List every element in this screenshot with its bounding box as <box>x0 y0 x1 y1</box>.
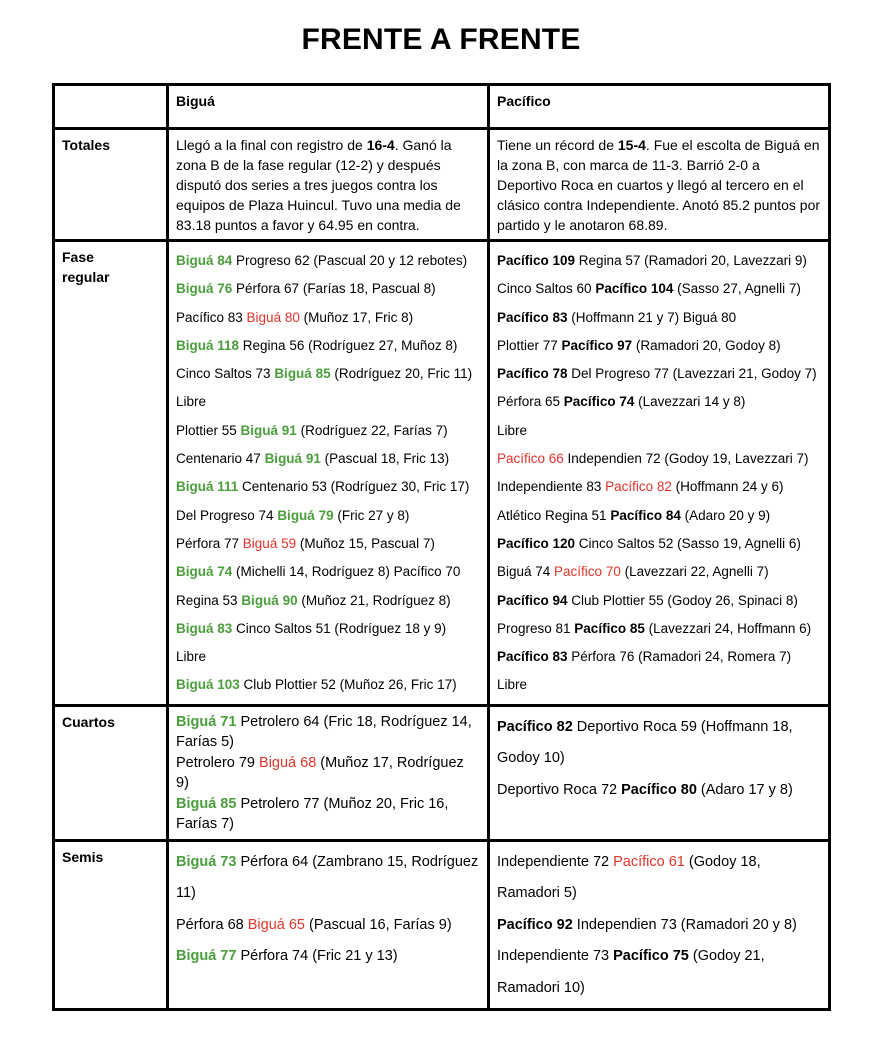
score-highlight: Biguá 85 <box>274 366 331 382</box>
result-text: Independiente 83 <box>497 479 606 495</box>
result-text: Libre <box>497 677 528 693</box>
result-text: (Adaro 17 y 8) <box>696 781 793 798</box>
result-text: Independien 72 (Godoy 19, Lavezzari 7) <box>563 451 809 467</box>
game-result <box>497 445 821 473</box>
game-result <box>497 941 821 1004</box>
result-text: Club Plottier 55 (Godoy 26, Spinaci 8) <box>567 592 798 608</box>
score-highlight: Pacífico 75 <box>613 948 689 965</box>
game-result <box>497 671 821 699</box>
score-highlight: Biguá 91 <box>264 451 321 467</box>
result-text: Petrolero 64 (Fric 18, Rodríguez 14, Farías 5) <box>176 713 472 751</box>
score-highlight: Biguá 59 <box>242 535 297 551</box>
result-text: (Muñoz 21, Rodríguez 8) <box>297 592 451 608</box>
totales-pacifico <box>489 129 830 241</box>
score-highlight: Pacífico 83 <box>497 649 568 665</box>
score-highlight: 15-4 <box>617 137 646 153</box>
result-text: Pérfora 76 (Ramadori 24, Romera 7) <box>567 649 792 665</box>
game-result <box>176 360 480 388</box>
result-text: Centenario 47 <box>176 451 265 467</box>
game-result <box>176 388 480 416</box>
score-highlight: Biguá 91 <box>240 422 297 438</box>
result-text: (Ramadori 20, Godoy 8) <box>632 337 781 353</box>
result-text: Pérfora 65 <box>497 394 564 410</box>
semis-bigua-list <box>168 840 489 1010</box>
game-result <box>176 247 480 275</box>
result-text: Independiente 73 <box>497 948 614 965</box>
score-highlight: Biguá 83 <box>176 620 233 636</box>
totales-row <box>54 129 830 241</box>
result-text: Atlético Regina 51 <box>497 507 611 523</box>
result-text: Plottier 55 <box>176 422 241 438</box>
result-text: (Rodríguez 22, Farías 7) <box>296 422 448 438</box>
result-text: (Hoffmann 24 y 6) <box>671 479 784 495</box>
game-result <box>497 502 821 530</box>
result-text: (Muñoz 15, Pascual 7) <box>296 535 435 551</box>
result-text: (Pascual 18, Fric 13) <box>320 451 450 467</box>
game-result <box>176 671 480 699</box>
cuartos-bigua-list <box>168 705 489 840</box>
result-text: Pérfora 77 <box>176 535 243 551</box>
score-highlight: Pacífico 82 <box>605 479 672 495</box>
semis-pacifico-list <box>489 840 830 1010</box>
score-highlight: Biguá 71 <box>176 713 237 730</box>
game-result <box>497 360 821 388</box>
game-result <box>176 712 480 753</box>
game-result <box>497 417 821 445</box>
game-result <box>176 847 480 910</box>
result-text: (Lavezzari 22, Agnelli 7) <box>620 564 769 580</box>
game-result <box>497 304 821 332</box>
game-result <box>497 775 821 807</box>
result-text: (Godoy 21, Ramadori 10) <box>497 948 765 996</box>
result-text: Cinco Saltos 52 (Sasso 19, Agnelli 6) <box>575 535 801 551</box>
score-highlight: Pacífico 80 <box>621 781 697 798</box>
result-text: . Fue el escolta de Biguá en la zona B, con marca de 11-3. Barrió 2-0 a Deportivo Roca en cuartos y llegó al tercero en el clásico contra Independiente. Anotó 85.2 puntos por partido y le anotaron 68.89. <box>497 137 821 233</box>
result-text: Plottier 77 <box>497 337 562 353</box>
game-result <box>176 502 480 530</box>
result-text: Tiene un récord de <box>497 137 618 153</box>
result-text: Regina 53 <box>176 592 242 608</box>
comparison-table <box>52 83 831 1011</box>
score-highlight: Pacífico 82 <box>497 718 573 735</box>
game-result <box>497 558 821 586</box>
game-result <box>176 587 480 615</box>
score-highlight: Pacífico 104 <box>595 281 674 297</box>
row-label-regular-line2: regular <box>62 269 110 285</box>
regular-bigua-list <box>168 241 489 706</box>
score-highlight: Pacífico 83 <box>497 309 568 325</box>
row-label-cuartos: Cuartos <box>54 705 168 840</box>
game-result <box>497 247 821 275</box>
score-highlight: Pacífico 70 <box>554 564 621 580</box>
result-text: (Lavezzari 14 y 8) <box>634 394 746 410</box>
result-text: Pérfora 68 <box>176 916 248 933</box>
result-text: Biguá 74 <box>497 564 555 580</box>
result-text: (Hoffmann 21 y 7) Biguá 80 <box>567 309 737 325</box>
result-text: (Godoy 18, Ramadori 5) <box>497 853 761 902</box>
result-text: Libre <box>176 649 207 665</box>
score-highlight: Pacífico 66 <box>497 451 564 467</box>
score-highlight: Biguá 76 <box>176 281 233 297</box>
row-label-regular-line1: Fase <box>62 249 94 265</box>
score-highlight: Biguá 79 <box>277 507 334 523</box>
result-text: Del Progreso 77 (Lavezzari 21, Godoy 7) <box>567 366 817 382</box>
game-result <box>176 445 480 473</box>
game-result <box>497 530 821 558</box>
score-highlight: 16-4 <box>366 137 395 153</box>
score-highlight: Pacífico 61 <box>613 853 685 870</box>
result-text: (Rodríguez 20, Fric 11) <box>330 366 473 382</box>
game-result <box>497 473 821 501</box>
score-highlight: Pacífico 78 <box>497 366 568 382</box>
row-label-regular <box>54 241 168 706</box>
score-highlight: Biguá 65 <box>247 916 305 933</box>
game-result <box>176 941 480 973</box>
result-text: Cinco Saltos 73 <box>176 366 275 382</box>
score-highlight: Biguá 68 <box>259 754 317 771</box>
score-highlight: Pacífico 74 <box>563 394 635 410</box>
score-highlight: Biguá 73 <box>176 853 237 870</box>
game-result <box>176 615 480 643</box>
page-title: FRENTE A FRENTE <box>301 23 581 56</box>
team2-header: Pacífico <box>489 85 830 129</box>
score-highlight: Biguá 77 <box>176 948 237 965</box>
game-result <box>497 910 821 942</box>
score-highlight: Pacífico 85 <box>574 620 645 636</box>
game-result <box>497 332 821 360</box>
score-highlight: Pacífico 97 <box>561 337 633 353</box>
result-text: Centenario 53 (Rodríguez 30, Fric 17) <box>238 479 470 495</box>
result-text: Independiente 72 <box>497 853 614 870</box>
game-result <box>176 473 480 501</box>
result-text: Regina 56 (Rodríguez 27, Muñoz 8) <box>239 337 458 353</box>
score-highlight: Biguá 111 <box>176 479 239 495</box>
game-result <box>176 910 480 942</box>
game-result <box>497 587 821 615</box>
result-text: Del Progreso 74 <box>176 507 278 523</box>
score-highlight: Pacífico 109 <box>497 253 576 268</box>
result-text: Progreso 62 (Pascual 20 y 12 rebotes) <box>232 253 468 268</box>
game-result <box>176 530 480 558</box>
game-result <box>497 275 821 303</box>
result-text: Pérfora 74 (Fric 21 y 13) <box>236 948 398 965</box>
result-text: Deportivo Roca 59 (Hoffmann 18, Godoy 10) <box>497 718 793 767</box>
result-text: Regina 57 (Ramadori 20, Lavezzari 9) <box>575 253 807 268</box>
result-text: Independien 73 (Ramadori 20 y 8) <box>572 916 797 933</box>
result-text: Cinco Saltos 51 (Rodríguez 18 y 9) <box>232 620 447 636</box>
result-text: (Adaro 20 y 9) <box>680 507 771 523</box>
result-text: Club Plottier 52 (Muñoz 26, Fric 17) <box>239 677 457 693</box>
team1-header: Biguá <box>168 85 489 129</box>
semis-row <box>54 840 830 1010</box>
result-text: Pacífico 83 <box>176 309 247 325</box>
result-text: Progreso 81 <box>497 620 575 636</box>
result-text: (Pascual 16, Farías 9) <box>305 916 452 933</box>
totales-bigua <box>168 129 489 241</box>
result-text: (Sasso 27, Agnelli 7) <box>673 281 801 297</box>
result-text: Cinco Saltos 60 <box>497 281 596 297</box>
game-result <box>176 275 480 303</box>
regular-pacifico-list <box>489 241 830 706</box>
cuartos-row <box>54 705 830 840</box>
result-text: (Muñoz 17, Rodríguez 9) <box>176 754 464 792</box>
game-result <box>497 388 821 416</box>
game-result <box>497 643 821 671</box>
row-label-semis: Semis <box>54 840 168 1010</box>
score-highlight: Biguá 85 <box>176 795 237 812</box>
regular-row <box>54 241 830 706</box>
result-text: Deportivo Roca 72 <box>497 781 622 798</box>
header-row <box>54 85 830 129</box>
row-label-totales: Totales <box>54 129 168 241</box>
result-text: Pérfora 67 (Farías 18, Pascual 8) <box>232 281 436 297</box>
game-result <box>176 753 480 794</box>
score-highlight: Pacífico 120 <box>497 535 576 551</box>
result-text: Llegó a la final con registro de <box>176 137 367 153</box>
game-result <box>497 712 821 775</box>
game-result <box>176 558 480 586</box>
score-highlight: Biguá 74 <box>176 564 233 580</box>
score-highlight: Biguá 90 <box>241 592 298 608</box>
score-highlight: Biguá 80 <box>246 309 300 325</box>
score-highlight: Pacífico 94 <box>497 592 568 608</box>
result-text: . Ganó la zona B de la fase regular (12-2) y después disputó dos series a tres juegos contra los equipos de Plaza Huincul. Tuvo una media de 83.18 puntos a favor y 64.95 en contra. <box>176 137 461 233</box>
result-text: (Lavezzari 24, Hoffmann 6) <box>644 620 812 636</box>
result-text: Petrolero 79 <box>176 754 260 771</box>
score-highlight: Pacífico 92 <box>497 916 573 933</box>
result-text: Petrolero 77 (Muñoz 20, Fric 16, Farías 7) <box>176 795 449 833</box>
game-result <box>176 643 480 671</box>
result-text: Libre <box>176 394 207 410</box>
game-result <box>497 847 821 910</box>
score-highlight: Pacífico 84 <box>610 507 681 523</box>
game-result <box>176 417 480 445</box>
game-result <box>176 304 480 332</box>
game-result <box>176 332 480 360</box>
result-text: Libre <box>497 422 528 438</box>
score-highlight: Biguá 118 <box>176 337 240 353</box>
result-text: (Muñoz 17, Fric 8) <box>299 309 414 325</box>
score-highlight: Biguá 103 <box>176 677 240 693</box>
cuartos-pacifico-list <box>489 705 830 840</box>
result-text: Pérfora 64 (Zambrano 15, Rodríguez 11) <box>176 853 479 902</box>
result-text: (Fric 27 y 8) <box>333 507 410 523</box>
corner-cell <box>54 85 168 129</box>
game-result <box>497 615 821 643</box>
result-text: (Michelli 14, Rodríguez 8) Pacífico 70 <box>232 564 461 580</box>
score-highlight: Biguá 84 <box>176 253 233 268</box>
game-result <box>176 794 480 835</box>
